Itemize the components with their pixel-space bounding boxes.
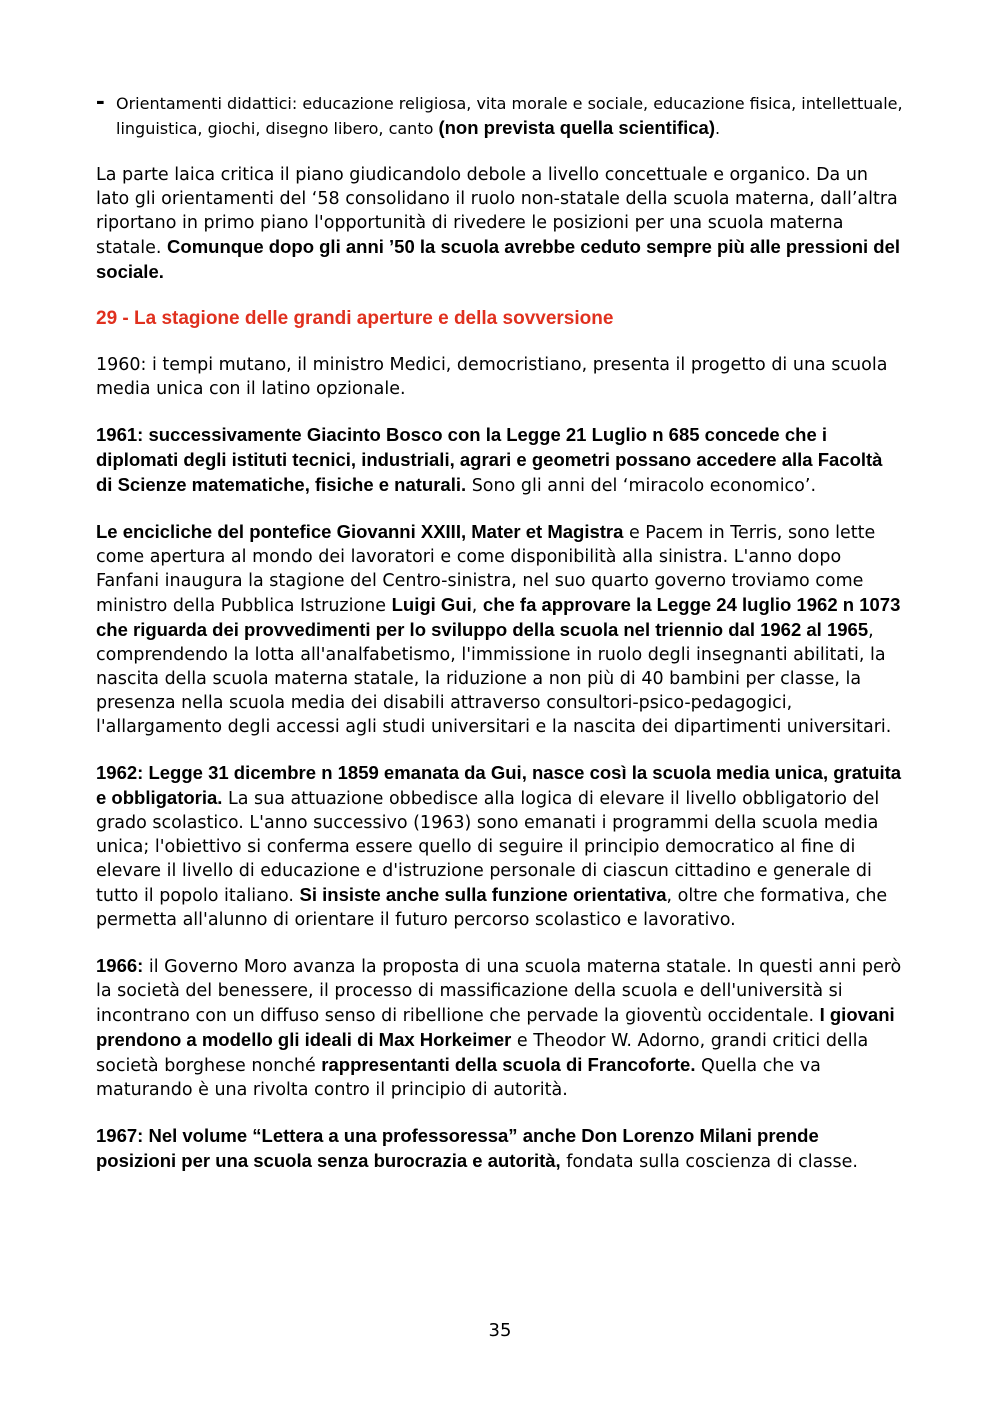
p3-text: Sono gli anni del ‘miracolo economico’. bbox=[466, 476, 817, 496]
bullet-end: . bbox=[715, 119, 721, 138]
paragraph-5 bbox=[96, 761, 904, 932]
section-heading: 29 - La stagione delle grandi aperture e della sovversione bbox=[96, 308, 614, 329]
p6-text2: e Theodor W. Adorno, grandi critici della società borghese nonché bbox=[96, 1031, 869, 1076]
p1-bold: Comunque dopo gli anni ’50 la scuola avrebbe ceduto sempre più alle pressioni del sociale. bbox=[96, 236, 901, 282]
p5-text2: , oltre che formativa, che permetta all'alunno di orientare il futuro percorso scolastico e lavorativo. bbox=[96, 886, 888, 930]
p4-bold2: Luigi Gui bbox=[391, 594, 472, 615]
p4-text1: e Pacem in Terris, sono lette come apertura al mondo dei lavoratori e come disponibilità alla sinistra. L'anno dopo Fanfani inaugura la stagione del Centro-sinistra, nel suo quarto governo troviamo come ministro della Pubblica Istruzione bbox=[96, 523, 876, 616]
p4-text2: , bbox=[471, 596, 483, 616]
bullet-bold: (non prevista quella scientifica) bbox=[438, 117, 716, 138]
p5-bold1: 1962: Legge 31 dicembre n 1859 emanata da Gui, nasce così la scuola media unica, gratuita e obbligatoria. bbox=[96, 762, 902, 808]
p5-text1: La sua attuazione obbedisce alla logica di elevare il livello obbligatorio del grado scolastico. L'anno successivo (1963) sono emanati i programmi della scuola media unica; l'obiettivo si conferma essere quello di seguire il principio democratico al fine di elevare il livello di educazione e d'istruzione personale di ciascun cittadino e generale di tutto il popolo italiano. bbox=[96, 789, 880, 906]
page-number: 35 bbox=[488, 1320, 512, 1341]
document-page bbox=[96, 85, 904, 1196]
p5-bold2: Si insiste anche sulla funzione orientativa bbox=[299, 884, 667, 905]
p6-text1: il Governo Moro avanza la proposta di una scuola materna statale. In questi anni però la società del benessere, il processo di massificazione della scuola e dell'università si incontrano con un diffuso senso di ribellione che pervade la gioventù occidentale. bbox=[96, 957, 902, 1026]
p7-bold: 1967: Nel volume “Lettera a una professoressa” anche Don Lorenzo Milani prende posizioni per una scuola senza burocrazia e autorità, bbox=[96, 1125, 819, 1171]
bullet-item bbox=[96, 85, 904, 141]
paragraph-7 bbox=[96, 1124, 904, 1174]
p3-bold: 1961: successivamente Giacinto Bosco con la Legge 21 Luglio n 685 concede che i diplomati degli istituti tecnici, industriali, agrari e geometri possano accedere alla Facoltà di Scienze matematiche, fisiche e naturali. bbox=[96, 424, 883, 495]
bullet-text: Orientamenti didattici: educazione religiosa, vita morale e sociale, educazione fisica, intellettuale, linguistica, giochi, disegno libero, canto bbox=[116, 94, 903, 138]
bullet-dash: - bbox=[96, 85, 105, 115]
paragraph-2: 1960: i tempi mutano, il ministro Medici, democristiano, presenta il progetto di una scuola media unica con il latino opzionale. bbox=[96, 355, 888, 399]
paragraph-1 bbox=[96, 163, 904, 285]
paragraph-3 bbox=[96, 423, 904, 498]
paragraph-4 bbox=[96, 520, 904, 739]
p6-bold1: 1966: bbox=[96, 955, 144, 976]
p6-text3: Quella che va maturando è una rivolta contro il principio di autorità. bbox=[96, 1056, 821, 1100]
p1-text: La parte laica critica il piano giudicandolo debole a livello concettuale e organico. Da un lato gli orientamenti del ‘58 consolidano il ruolo non-statale della scuola materna, dall’altra riportano in primo piano l'opportunità di rivedere le posizioni per una scuola materna statale. bbox=[96, 165, 898, 258]
p4-text3: , comprendendo la lotta all'analfabetismo, l'immissione in ruolo degli insegnanti abilitati, la nascita della scuola materna statale, la riduzione a non più di 40 bambini per classe, la presenza nella scuola media dei disabili attraverso consultori-psico-pedagogici, l'allargamento degli accessi agli studi universitari e la nascita dei dipartimenti universitari. bbox=[96, 621, 892, 737]
p7-text: fondata sulla coscienza di classe. bbox=[560, 1152, 858, 1172]
p4-bold1: Le encicliche del pontefice Giovanni XXIII, Mater et Magistra bbox=[96, 521, 624, 542]
p6-bold2: I giovani prendono a modello gli ideali di Max Horkeimer bbox=[96, 1004, 895, 1050]
p6-bold3: rappresentanti della scuola di Francoforte. bbox=[321, 1054, 696, 1075]
p4-bold3: che fa approvare la Legge 24 luglio 1962 n 1073 che riguarda dei provvedimenti per lo sviluppo della scuola nel triennio dal 1962 al 1965 bbox=[96, 594, 901, 640]
paragraph-6 bbox=[96, 954, 904, 1102]
